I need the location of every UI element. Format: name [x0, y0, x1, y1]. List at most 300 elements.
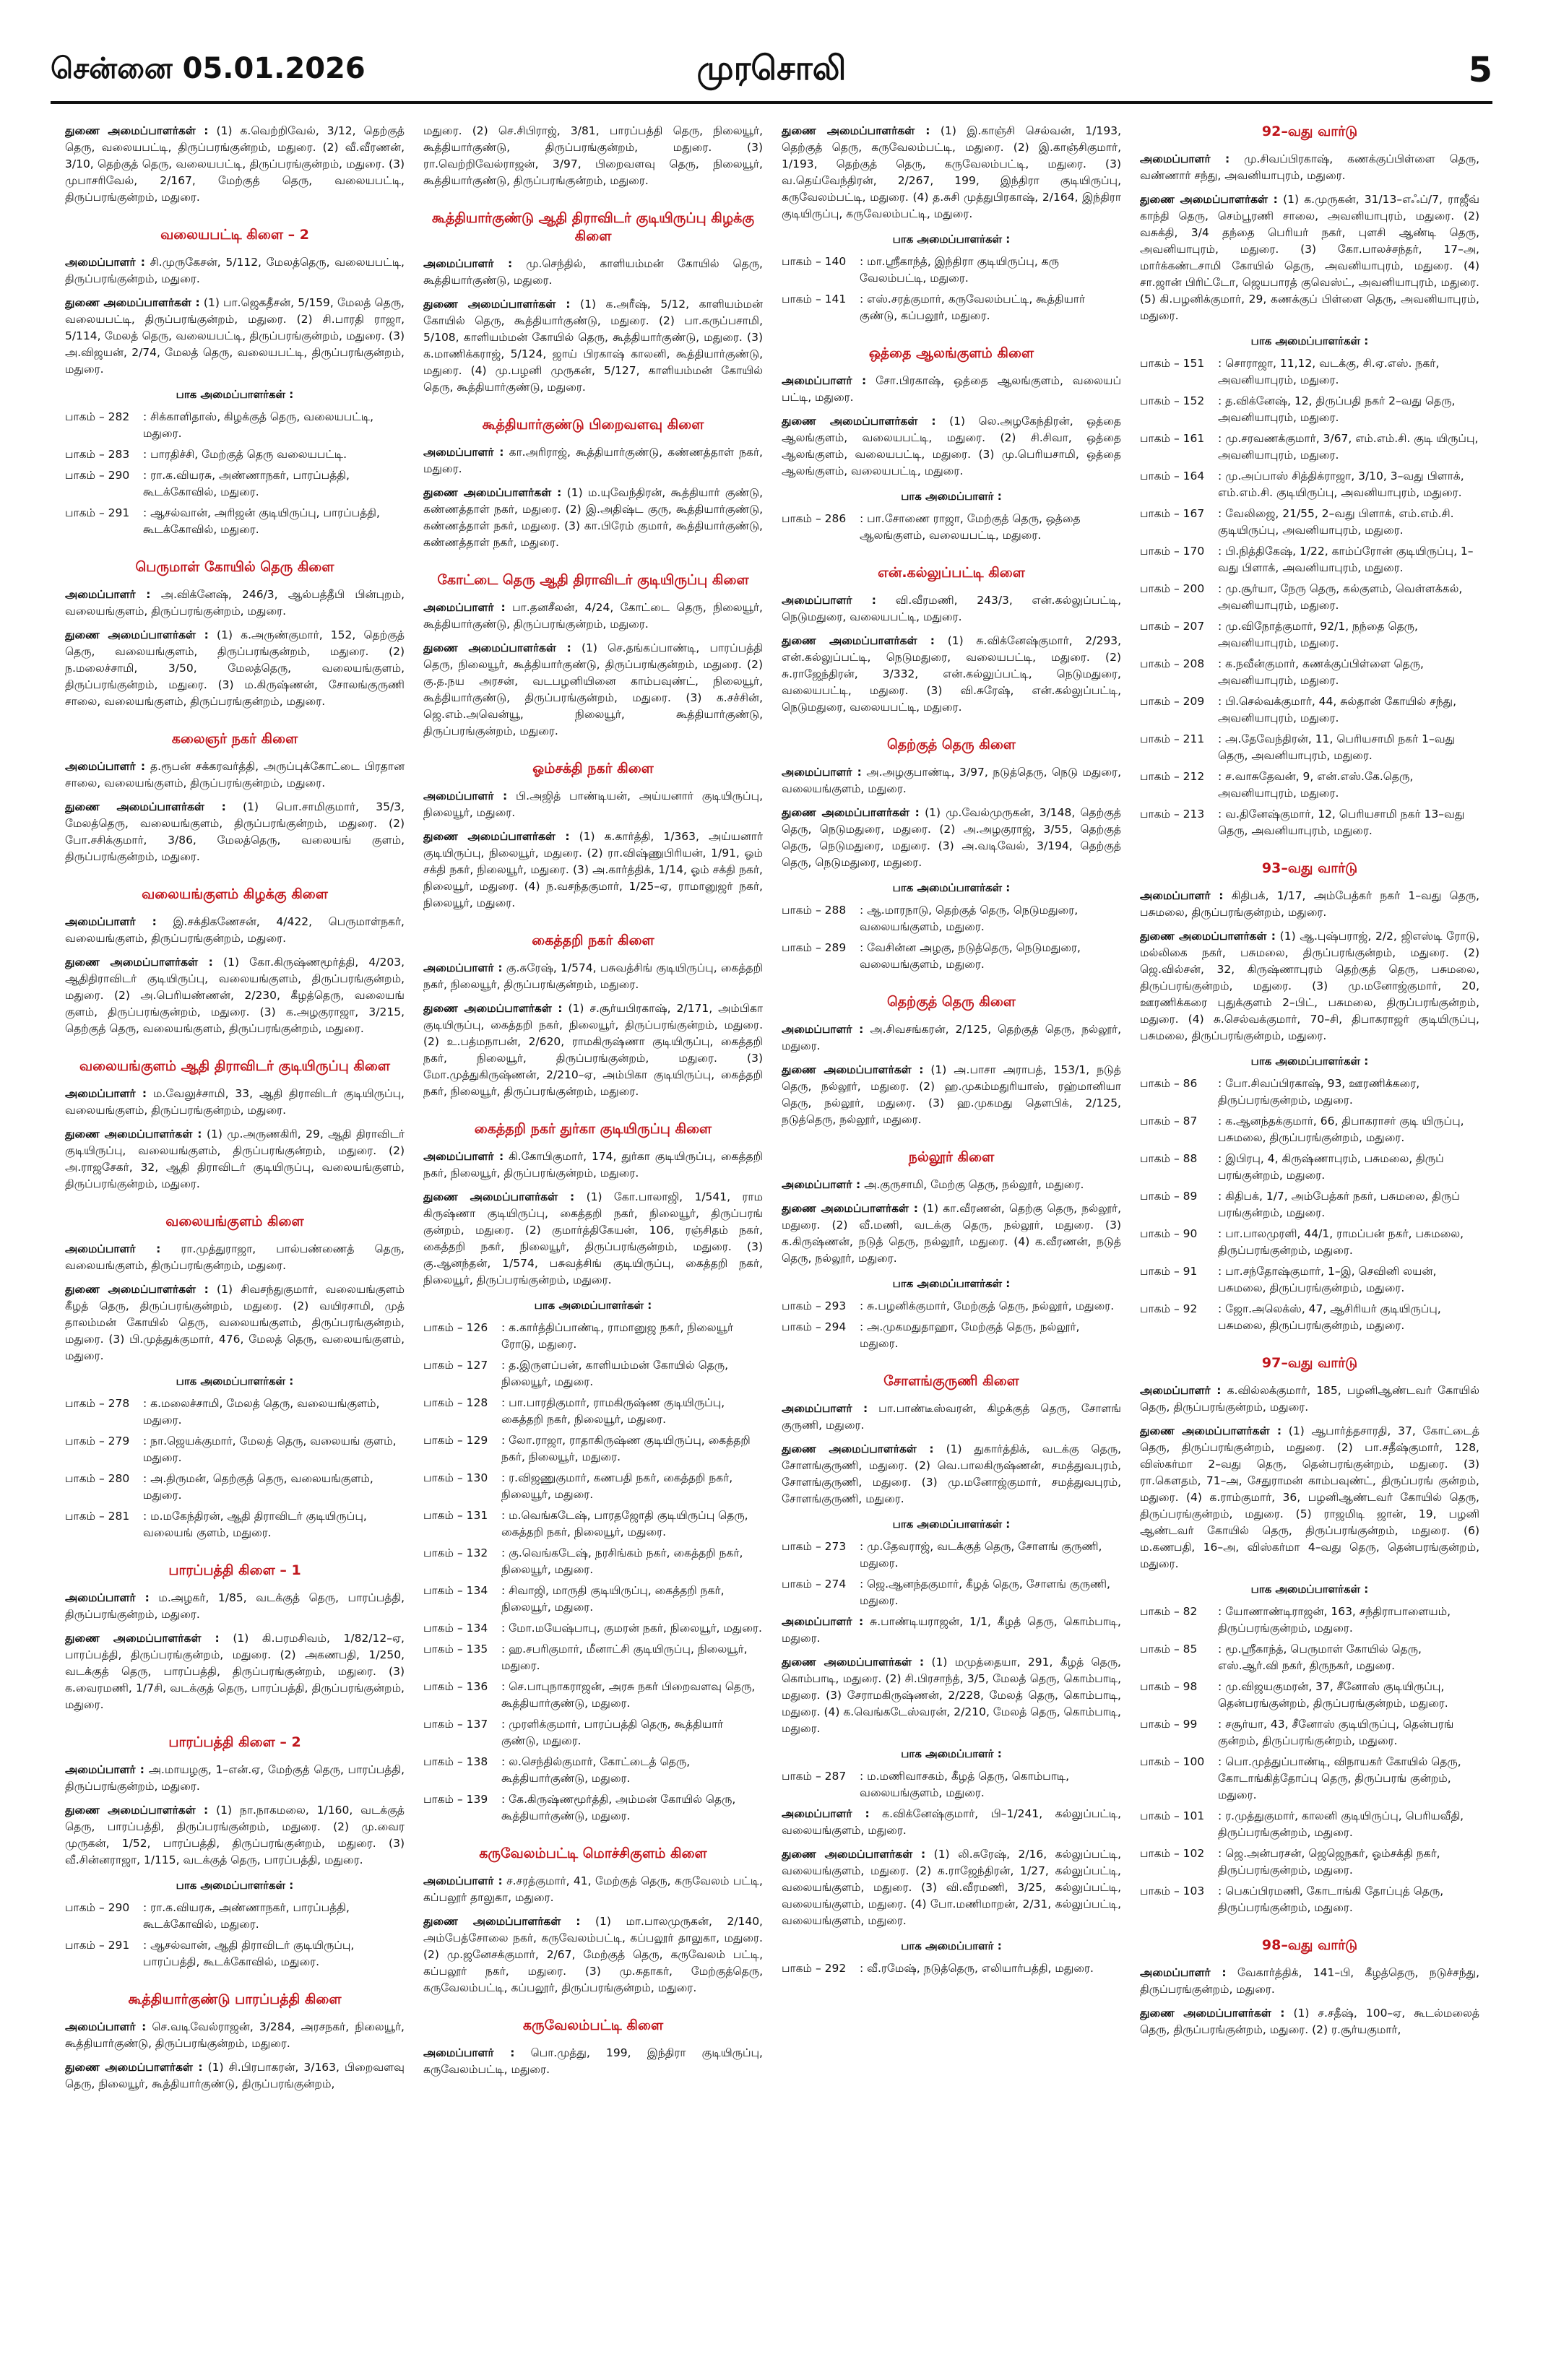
- sub-heading: பாக அமைப்பாளர்கள் :: [1250, 334, 1369, 347]
- member-entry: [65, 123, 405, 206]
- member-details: சி.முருகேசன், 5/112, மேலத்தெரு, வலையபட்டி, திருப்பரங்குன்றம், மதுரை.: [65, 256, 405, 285]
- member-entry: [782, 764, 1121, 797]
- booth-number: பாகம் – 292: [782, 1962, 847, 1975]
- member-details: (1) க.வெற்றிவேல், 3/12, தெற்குத் தெரு, வலையபட்டி, திருப்பரங்குன்றம், மதுரை. (2) வீ.வீரணன், 3/10, தெற்குத் தெரு, வலையபட்டி, திருப்பரங்குன்றம், மதுரை. (3) முபாசரிவேல், 2/167, மேற்குத் தெரு, வலையபட்டி, திருப்பரங்குன்றம், மதுரை.: [65, 124, 405, 204]
- member-entry: [423, 296, 763, 396]
- booth-number: பாகம் – 89: [1140, 1190, 1198, 1203]
- member-entry: [65, 799, 405, 865]
- booth-number: பாகம் – 212: [1140, 770, 1205, 783]
- branch-heading: கூத்தியார்குண்டு பிறைவளவு கிளை: [482, 417, 704, 433]
- dateline: சென்னை 05.01.2026: [51, 51, 366, 85]
- role-label: துணை அமைப்பாளர்கள் :: [1140, 193, 1278, 206]
- booth-entry: [1140, 1263, 1479, 1297]
- booth-entry: [65, 1937, 405, 1970]
- booth-number: பாகம் – 294: [782, 1320, 847, 1333]
- booth-number: பாகம் – 291: [65, 506, 130, 519]
- booth-number: பாகம் – 99: [1140, 1718, 1198, 1731]
- member-entry: [65, 1281, 405, 1364]
- booth-organiser: : த.இருளப்பன், காளியம்மன் கோயில் தெரு, நிலையூர், மதுரை.: [501, 1359, 729, 1388]
- booth-organiser: : ஜோ.அலெக்ஸ், 47, ஆசிரியர் குடியிருப்பு, பசுமலை, திருப்பரங்குன்றம், மதுரை.: [1218, 1302, 1441, 1332]
- member-details: ச.சரத்குமார், 41, மேற்குத் தெரு, கருவேலம் பட்டி, கப்பலூர் தாலுகா, மதுரை.: [423, 1874, 763, 1904]
- member-entry: [65, 254, 405, 287]
- member-entry: [65, 2059, 405, 2093]
- branch-heading: தெற்குத் தெரு கிளை: [887, 737, 1016, 753]
- booth-number: பாகம் – 103: [1140, 1884, 1205, 1897]
- booth-organiser: : மு.சரவணக்குமார், 3/67, எம்.எம்.சி. குடி யிருப்பு, அவனியாபுரம், மதுரை.: [1218, 432, 1479, 462]
- booth-entry: [423, 1620, 763, 1637]
- role-label: அமைப்பாளர் :: [782, 1178, 861, 1191]
- booth-entry: [1140, 1113, 1479, 1146]
- booth-number: பாகம் – 152: [1140, 394, 1205, 407]
- member-entry: [782, 1021, 1121, 1055]
- booth-organiser: : த.விக்னேஷ், 12, திருப்பதி நகர் 2–வது தெரு, அவனியாபுரம், மதுரை.: [1218, 394, 1456, 424]
- member-entry: [65, 1802, 405, 1869]
- member-details: (1) கோ.பாலாஜி, 1/541, ராம கிருஷ்ணா குடியிருப்பு, கைத்தறி நகர், நிலையூர், திருப்பரங் குன்றம், மதுரை. (2) குமார்த்திகேயன், 106, ரஞ்சிதம் நகர், கைத்தறி நகர், நிலையூர், திருப்பரங்குன்றம், மதுரை. (3) கு.ஆனந்தன், 1/574, பசுவத்சிங் குடியிருப்பு, கைத்தறி நகர், நிலையூர், திருப்பரங்குன்றம், மதுரை.: [423, 1190, 763, 1286]
- member-entry: [782, 373, 1121, 406]
- booth-number: பாகம் – 280: [65, 1472, 130, 1485]
- booth-organiser: : மூ.ஸ்ரீகாந்த், பெருமாள் கோயில் தெரு, எஸ்.ஆர்.வி நகர், திருநகர், மதுரை.: [1218, 1643, 1422, 1672]
- booth-number: பாகம் – 130: [423, 1471, 488, 1484]
- booth-entry: [65, 1433, 405, 1466]
- branch-heading: கூத்தியார்குண்டு ஆதி திராவிடர் குடியிருப்பு கிழக்கு கிளை: [431, 210, 755, 244]
- booth-number: பாகம் – 134: [423, 1622, 488, 1635]
- booth-entry: [1140, 806, 1479, 839]
- role-label: அமைப்பாளர் :: [1140, 1384, 1222, 1397]
- booth-number: பாகம் – 132: [423, 1546, 488, 1559]
- booth-organiser: : வேலிஜை, 21/55, 2–வது பிளாக், எம்.எம்.சி. குடியிருப்பு, அவனியாபுரம், மதுரை.: [1218, 507, 1454, 537]
- branch-heading: 97–வது வார்டு: [1261, 1355, 1358, 1371]
- member-entry: [65, 758, 405, 792]
- booth-organiser: : பெகப்பிரமணி, கோடாங்கி தோப்புத் தெரு, திருப்பரங்குன்றம், மதுரை.: [1218, 1884, 1444, 1914]
- member-entry: [782, 1846, 1121, 1929]
- booth-entry: [423, 1716, 763, 1749]
- booth-number: பாகம் – 289: [782, 941, 847, 954]
- member-entry: [423, 960, 763, 993]
- booth-entry: [782, 902, 1121, 935]
- role-label: அமைப்பாளர் :: [65, 760, 146, 773]
- booth-entry: [423, 1432, 763, 1466]
- booth-entry: [782, 1539, 1121, 1572]
- booth-organiser: : ஹ.சபரிகுமார், மீனாட்சி குடியிருப்பு, நிலையூர், மதுரை.: [501, 1643, 748, 1672]
- booth-organiser: : எஸ்.சரத்குமார், கருவேலம்பட்டி, கூத்தியார் குண்டு, கப்பலூர், மதுரை.: [860, 293, 1086, 322]
- booth-organiser: : மோ.மயேஷ்பாபு, குமரன் நகர், நிலையூர், மதுரை.: [501, 1622, 762, 1635]
- member-entry: [1140, 2005, 1479, 2038]
- branch-heading: வலையபட்டி கிளை – 2: [160, 227, 309, 243]
- member-details: (1) க.அரீஷ், 5/12, காளியம்மன் கோயில் தெரு, கூத்தியார்குண்டு, மதுரை. (2) பா.கருப்பசாமி, 5/108, காளியம்மன் கோயில் தெரு, கூத்தியார்குண்டு, மதுரை. (3) க.மாணிக்கராஜ், 5/124, ஜாய் பிரகாஷ் காலனி, கூத்தியார்குண்டு, மதுரை. (4) மு.பழனி முருகன், 5/127, காளியம்மன் கோயில் தெரு, கூத்தியார்குண்டு, மதுரை.: [423, 298, 763, 394]
- sub-heading: பாக அமைப்பாளர்கள் :: [892, 1277, 1011, 1290]
- sub-heading: பாக அமைப்பாளர்கள் :: [534, 1299, 652, 1312]
- branch-heading: வலையங்குளம் கிழக்கு கிளை: [142, 886, 328, 902]
- booth-entry: [423, 1507, 763, 1541]
- booth-organiser: : முரளிக்குமார், பாரப்பத்தி தெரு, கூத்தியார் குண்டு, மதுரை.: [501, 1718, 724, 1747]
- member-entry: [423, 485, 763, 551]
- booth-number: பாகம் – 278: [65, 1397, 130, 1410]
- booth-organiser: : பி.செல்வக்குமார், 44, சுல்தான் கோயில் சந்து, அவனியாபுரம், மதுரை.: [1218, 695, 1457, 724]
- member-details: சோ.பிரகாஷ், ஒத்தை ஆலங்குளம், வலையப் பட்டி, மதுரை.: [782, 374, 1121, 404]
- member-details: மு.சிவப்பிரகாஷ், கணக்குப்பிள்ளை தெரு, வண்ணார் சந்து, அவனியாபுரம், மதுரை.: [1140, 152, 1479, 182]
- role-label: அமைப்பாளர் :: [1140, 889, 1224, 902]
- member-details: கிதிபக், 1/17, அம்பேத்கர் நகர் 1–வது தெரு, பசுமலை, திருப்பரங்குன்றம், மதுரை.: [1140, 889, 1479, 919]
- booth-entry: [1140, 1641, 1479, 1674]
- role-label: துணை அமைப்பாளர்கள் :: [782, 1442, 934, 1455]
- member-entry: [65, 2019, 405, 2052]
- member-entry: [1140, 191, 1479, 324]
- member-entry: [782, 1177, 1121, 1193]
- role-label: துணை அமைப்பாளர்கள் :: [1140, 930, 1276, 943]
- booth-entry: [1140, 1679, 1479, 1712]
- booth-entry: [782, 254, 1121, 287]
- booth-entry: [1140, 1883, 1479, 1916]
- member-entry: [782, 633, 1121, 716]
- member-details: (1) ம.யுவேந்திரன், கூத்தியார் குண்டு, கண்ணத்தாள் நகர், மதுரை. (2) இ.அதிஷ்ட குரு, கூத்தியார்குண்டு, கண்ணத்தாள் நகர், மதுரை. (3) கா.பிரேம் குமார், கூத்தியார்குண்டு, கண்ணத்தாள் நகர், மதுரை.: [423, 486, 763, 549]
- booth-organiser: : ம.மகேந்திரன், ஆதி திராவிடர் குடியிருப்பு, வலையங் குளம், மதுரை.: [143, 1510, 367, 1539]
- booth-entry: [782, 940, 1121, 973]
- booth-number: பாகம் – 274: [782, 1578, 847, 1591]
- booth-entry: [65, 446, 405, 463]
- booth-organiser: : மு.விநோத்குமார், 92/1, நந்தை தெரு, அவனியாபுரம், மதுரை.: [1218, 620, 1418, 649]
- booth-organiser: : ரா.க.வியரசு, அண்ணாநகர், பாரப்பத்தி, கூடக்கோவில், மதுரை.: [143, 469, 350, 498]
- member-details: த.ரூபன் சக்கரவர்த்தி, அருப்புக்கோட்டை பிரதான சாலை, வலையங்குளம், திருப்பரங்குன்றம், மதுரை.: [65, 760, 405, 789]
- member-details: (1) ச.சூர்யபிரகாஷ், 2/171, அம்பிகா குடியிருப்பு, கைத்தறி நகர், நிலையூர், திருப்பரங்குன்றம், மதுரை. (2) உ.பத்மநாபன், 2/620, ராமகிருஷ்ணா குடியிருப்பு, கைத்தறி நகர், நிலையூர், திருப்பரங்குன்றம், மதுரை. (3) மோ.முத்துகிருஷ்ணன், 2/210–ஏ, அம்பிகா குடியிருப்பு, கைத்தறி நகர், நிலையூர், திருப்பரங்குன்றம், மதுரை.: [423, 1002, 763, 1098]
- booth-entry: [423, 1641, 763, 1674]
- booth-entry: [782, 1576, 1121, 1609]
- booth-organiser: : பாரதிச்சி, மேற்குத் தெரு வலையபட்டி.: [143, 448, 347, 461]
- member-details: அ.சிவசங்கரன், 2/125, தெற்குத் தெரு, நல்லூர், மதுரை.: [782, 1023, 1121, 1052]
- booth-organiser: : மு.தேவராஜ், வடக்குத் தெரு, சோளங் குருணி, மதுரை.: [860, 1540, 1102, 1570]
- booth-entry: [1140, 430, 1479, 464]
- member-entry: [782, 592, 1121, 626]
- role-label: துணை அமைப்பாளர்கள் :: [782, 415, 936, 428]
- booth-number: பாகம் – 135: [423, 1643, 488, 1656]
- member-details: (1) ஆபார்த்தசாரதி, 37, கோட்டைத் தெரு, திருப்பரங்குன்றம், மதுரை. (2) பா.சதீஷ்குமார், 128, விஸ்கர்மா 2–வது தெரு, தென்பரங்குன்றம், மதுரை. (3) ரா.கௌதம், 71–அ, சேதுராமன் காம்பவுண்ட், திருப்பரங் குன்றம், மதுரை. (4) க.ராம்குமார், 36, பழனிஆண்டவர் கோயில் தெரு, திருப்பரங்குன்றம், மதுரை. (5) ராஜமிடி ஜான், 19, பழனி ஆண்டவர் கோயில் தெரு, திருப்பரங்குன்றம், மதுரை. (6) ம.கணபதி, 16–அ, விஸ்கர்மா 4–வது தெரு, தென்பரங்குன்றம், மதுரை.: [1140, 1424, 1479, 1570]
- member-details: அ.குருசாமி, மேற்கு தெரு, நல்லூர், மதுரை.: [864, 1178, 1084, 1191]
- member-entry: [65, 1762, 405, 1795]
- role-label: துணை அமைப்பாளர்கள் :: [782, 1202, 918, 1215]
- member-entry: [782, 1806, 1121, 1839]
- member-details: மு.செந்தில், காளியம்மன் கோயில் தெரு, கூத்தியார்குண்டு, மதுரை.: [423, 257, 763, 287]
- booth-organiser: : செ.பாபுநாகராஜன், அரசு நகர் பிறைவளவு தெரு, கூத்தியார்குண்டு, மதுரை.: [501, 1680, 756, 1710]
- role-label: துணை அமைப்பாளர்கள் :: [1140, 1424, 1282, 1437]
- column-2: [423, 123, 763, 2362]
- booth-organiser: : ல.செந்தில்குமார், கோட்டைத் தெரு, கூத்தியார்குண்டு, மதுரை.: [501, 1755, 691, 1785]
- member-entry: [782, 805, 1121, 871]
- booth-number: பாகம் – 273: [782, 1540, 847, 1553]
- role-label: துணை அமைப்பாளர்கள் :: [782, 1656, 925, 1669]
- booth-organiser: : பா.சோணை ராஜா, மேற்குத் தெரு, ஒத்தை ஆலங்குளம், வலையபட்டி, மதுரை.: [860, 512, 1081, 542]
- booth-organiser: : பி.நித்திகேஷ், 1/22, காம்ப்ரோன் குடியிருப்பு, 1–வது பிளாக், அவனியாபுரம், மதுரை.: [1218, 545, 1474, 574]
- booth-organiser: : மு.சூர்யா, நேரு தெரு, கல்குளம், வெள்ளக்கல், அவனியாபுரம், மதுரை.: [1218, 582, 1463, 612]
- sub-heading: பாக அமைப்பாளர்கள் :: [1250, 1055, 1369, 1068]
- booth-organiser: : சொராஜா, 11,12, வடக்கு, சி.ஏ.எஸ். நகர், அவனியாபுரம், மதுரை.: [1218, 357, 1440, 386]
- booth-organiser: : பா.சந்தோஷ்குமார், 1–இ, செவினி லயன், பசுமலை, திருப்பரங்குன்றம், மதுரை.: [1218, 1265, 1437, 1294]
- member-details: (1) க.அருண்குமார், 152, தெற்குத் தெரு, வலையங்குளம், திருப்பரங்குன்றம், மதுரை. (2) ந.மலைச்சாமி, 3/50, மேலத்தெரு, வலையங்குளம், திருப்பரங்குன்றம், மதுரை. (3) ம.கிருஷ்ணன், சோலங்குருணி சாலை, வலையங்குளம், திருப்பரங்குன்றம், மதுரை.: [65, 628, 405, 708]
- booth-entry: [782, 1768, 1121, 1801]
- booth-number: பாகம் – 98: [1140, 1680, 1198, 1693]
- branch-heading: கலைஞர் நகர் கிளை: [171, 731, 298, 747]
- member-details: (1) நா.நாகமலை, 1/160, வடக்குத் தெரு, பாரப்பத்தி, திருப்பரங்குன்றம், மதுரை. (2) மு.வைர முருகன், 1/52, பாரப்பத்தி, திருப்பரங்குன்றம், மதுரை. (3) வீ.சின்னராஜா, 1/115, வடக்குத் தெரு, பாரப்பத்தி, மதுரை.: [65, 1804, 405, 1866]
- member-entry: [782, 1441, 1121, 1507]
- booth-number: பாகம் – 288: [782, 904, 847, 917]
- role-label: துணை அமைப்பாளர்கள் :: [65, 1632, 220, 1645]
- member-details: பொ.முத்து, 199, இந்திரா குடியிருப்பு, கருவேலம்பட்டி, மதுரை.: [423, 2046, 763, 2076]
- role-label: அமைப்பாளர் :: [65, 1087, 147, 1100]
- role-label: அமைப்பாளர் :: [65, 1763, 144, 1776]
- member-entry: [782, 413, 1121, 480]
- branch-heading: கருவேலம்பட்டி கிளை: [522, 2017, 664, 2033]
- role-label: அமைப்பாளர் :: [782, 594, 876, 607]
- booth-organiser: : மு.அப்பாஸ் சித்திக்ராஜா, 3/10, 3–வது பிளாக், எம்.எம்.சி. குடியிருப்பு, அவனியாபுரம், மதுரை.: [1218, 469, 1464, 499]
- booth-number: பாகம் – 161: [1140, 432, 1205, 445]
- booth-organiser: : ரா.க.வியரசு, அண்ணாநகர், பாரப்பத்தி, கூடக்கோவில், மதுரை.: [143, 1901, 350, 1931]
- booth-number: பாகம் – 283: [65, 448, 130, 461]
- booth-number: பாகம் – 139: [423, 1793, 488, 1806]
- booth-organiser: : ச.வாசுதேவன், 9, என்.எஸ்.கே.தெரு, அவனியாபுரம், மதுரை.: [1218, 770, 1414, 800]
- member-details: (1) பொ.சாமிகுமார், 35/3, மேலத்தெரு, வலையங்குளம், திருப்பரங்குன்றம், மதுரை. (2) போ.சசிக்குமார், 3/86, மேலத்தெரு, வலையங் குளம், திருப்பரங்குன்றம், மதுரை.: [65, 800, 405, 863]
- booth-organiser: : ர.முத்துகுமார், காலனி குடியிருப்பு, பெரியவீதி, திருப்பரங்குன்றம், மதுரை.: [1218, 1809, 1464, 1839]
- branch-heading: தெற்குத் தெரு கிளை: [887, 994, 1016, 1010]
- booth-entry: [65, 1395, 405, 1429]
- member-details: க.விக்னேஷ்குமார், பி–1/241, கல்லுப்பட்டி, வலையங்குளம், மதுரை.: [782, 1807, 1121, 1837]
- booth-number: பாகம் – 138: [423, 1755, 488, 1768]
- column-1: [65, 123, 405, 2362]
- member-details: (1) லெ.அழகேந்திரன், ஒத்தை ஆலங்குளம், வலையபட்டி, மதுரை. (2) சி.சிவா, ஒத்தை ஆலங்குளம், வலையபட்டி, மதுரை. (3) மு.பெரியசாமி, ஒத்தை ஆலங்குளம், வலையபட்டி, மதுரை.: [782, 415, 1121, 477]
- booth-entry: [423, 1470, 763, 1503]
- booth-organiser: : வேசின்ன அழகு, நடுத்தெரு, நெடுமதுரை, வலையங்குளம், மதுரை.: [860, 941, 1081, 971]
- booth-organiser: : ர.விஜணுகுமார், கணபதி நகர், கைத்தறி நகர், நிலையூர், மதுரை.: [501, 1471, 733, 1501]
- booth-number: பாகம் – 291: [65, 1939, 130, 1952]
- role-label: அமைப்பாளர் :: [782, 1023, 864, 1036]
- booth-entry: [1140, 1754, 1479, 1804]
- role-label: துணை அமைப்பாளர்கள் :: [782, 806, 920, 819]
- booth-number: பாகம் – 207: [1140, 620, 1205, 633]
- booth-number: பாகம் – 282: [65, 410, 130, 423]
- role-label: துணை அமைப்பாளர்கள் :: [423, 830, 570, 843]
- member-entry: [65, 1630, 405, 1713]
- booth-entry: [423, 1545, 763, 1578]
- role-label: அமைப்பாளர் :: [423, 961, 503, 974]
- booth-organiser: : சிக்காளிதாஸ், கிழக்குத் தெரு, வலையபட்டி, மதுரை.: [143, 410, 374, 440]
- sub-heading: பாக அமைப்பாளர்கள் :: [176, 388, 294, 401]
- branch-heading: பாரப்பத்தி கிளை – 2: [168, 1734, 301, 1750]
- member-details: அ.விக்னேஷ், 246/3, ஆல்பத்தீபி பின்புறம், வலையங்குளம், திருப்பரங்குன்றம், மதுரை.: [65, 588, 405, 618]
- article-columns: [65, 123, 1481, 2362]
- booth-organiser: : சிவாஜி, மாருதி குடியிருப்பு, கைத்தறி நகர், நிலையூர், மதுரை.: [501, 1584, 725, 1614]
- member-details: (1) லி.சுரேஷ், 2/16, கல்லுப்பட்டி, வலையங்குளம், மதுரை. (2) க.ராஜேந்திரன், 1/27, கல்லுப்பட்டி, வலையங்குளம், மதுரை. (3) வி.வீரமணி, 3/25, கல்லுப்பட்டி, வலையங்குளம், மதுரை. (4) போ.மணிமாறன், 2/31, கல்லுப்பட்டி, வலையங்குளம், மதுரை.: [782, 1848, 1121, 1927]
- booth-number: பாகம் – 127: [423, 1359, 488, 1372]
- member-details: (1) செ.தங்கப்பாண்டி, பாரப்பத்தி தெரு, நிலையூர், கூத்தியார்குண்டு, திருப்பரங்குன்றம், மதுரை. (2) கு.த.நய அரசன், வடபழனியினை காம்பவுண்ட், நிலையூர், கூத்தியார்குண்டு, திருப்பரங்குன்றம், மதுரை. (3) க.சச்சின், ஜெ.எம்.அவென்யூ, நிலையூர், கூத்தியார்குண்டு, திருப்பரங்குன்றம், மதுரை.: [423, 641, 763, 737]
- booth-entry: [65, 1508, 405, 1541]
- booth-entry: [65, 409, 405, 442]
- booth-number: பாகம் – 91: [1140, 1265, 1198, 1278]
- member-details: (1) அ.பாசா அராபத், 153/1, நடுத் தெரு, நல்லூர், மதுரை. (2) ஹ.முகம்மதுரியாஸ், ரஹ்மானியா தெரு, நல்லூர், மதுரை. (3) ஹ.முகமது தௌபிக், 2/125, நடுத்தெரு, நல்லூர், மதுரை.: [782, 1063, 1121, 1126]
- member-entry: [65, 914, 405, 947]
- member-entry: [1140, 151, 1479, 184]
- member-details: அ.அழகுபாண்டி, 3/97, நடுத்தெரு, நெடு மதுரை, வலையங்குளம், மதுரை.: [782, 766, 1121, 795]
- sub-heading: பாக அமைப்பாளர்கள் :: [892, 1518, 1011, 1531]
- member-details: (1) ஆ.புஷ்பராஜ், 2/2, ஜிஎஸ்டி ரோடு, மல்லிகை நகர், பசுமலை, திருப்பரங்குன்றம், மதுரை. (2) ஜெ.வில்சன், 32, கிருஷ்ணாபுரம் தெற்குத் தெரு, பசுமலை, திருப்பரங்குன்றம், மதுரை. (3) மு.மனோஜ்குமார், 20, ஊரணிக்கரை புதுக்குளம் 2–பிட், பசுமலை, திருப்பரங்குன்றம், மதுரை. (4) சு.செல்வக்குமார், 70–சி, திபாகராஜர் குடியிருப்பு, பசுமலை, திருப்பரங்குன்றம், மதுரை.: [1140, 930, 1479, 1042]
- booth-entry: [1140, 468, 1479, 501]
- booth-number: பாகம் – 100: [1140, 1755, 1205, 1768]
- branch-heading: வலையங்குளம் ஆதி திராவிடர் குடியிருப்பு கிளை: [79, 1058, 391, 1074]
- booth-organiser: : கு.வெங்கடேஷ், நரசிங்கம் நகர், கைத்தறி நகர், நிலையூர், மதுரை.: [501, 1546, 743, 1576]
- member-details: சு.பாண்டியராஜன், 1/1, கீழத் தெரு, கொம்பாடி, மதுரை.: [782, 1615, 1121, 1645]
- booth-number: பாகம் – 141: [782, 293, 847, 306]
- role-label: அமைப்பாளர் :: [423, 446, 504, 459]
- booth-entry: [65, 467, 405, 501]
- booth-organiser: : வீ.ரமேஷ், நடுத்தெரு, எலியார்பத்தி, மதுரை.: [860, 1962, 1094, 1975]
- booth-organiser: : கே.கிருஷ்ணமூர்த்தி, அம்மன் கோயில் தெரு, கூத்தியார்குண்டு, மதுரை.: [501, 1793, 736, 1822]
- role-label: அமைப்பாளர் :: [1140, 152, 1230, 165]
- booth-organiser: : பா.பாலமுரளி, 44/1, ராமப்பன் நகர், பசுமலை, திருப்பரங்குன்றம், மதுரை.: [1218, 1227, 1464, 1257]
- booth-number: பாகம் – 126: [423, 1321, 488, 1334]
- branch-heading: கோட்டை தெரு ஆதி திராவிடர் குடியிருப்பு கிளை: [437, 572, 749, 588]
- member-entry: [423, 256, 763, 289]
- sub-heading: பாக அமைப்பாளர் :: [901, 490, 1002, 503]
- member-details: (1) க.கார்த்தி, 1/363, அய்யனார் குடியிருப்பு, நிலையூர், மதுரை. (2) ரா.விஷ்ணுபிரியன், 1/91, ஓம் சக்தி நகர், நிலையூர், மதுரை. (3) அ.கார்த்திக், 1/14, ஓம் சக்தி நகர், நிலையூர், மதுரை. (4) ந.வசந்தகுமார், 1/25–ஏ, ராமானுஜர் நகர், நிலையூர், மதுரை.: [423, 830, 763, 909]
- sub-heading: பாக அமைப்பாளர் :: [901, 1747, 1002, 1760]
- role-label: துணை அமைப்பாளர்கள் :: [423, 486, 562, 499]
- member-details: வி.வீரமணி, 243/3, என்.கல்லுப்பட்டி, நெடுமதுரை, வலையபட்டி, மதுரை.: [782, 594, 1121, 623]
- member-details: (1) மு.அருணகிரி, 29, ஆதி திராவிடர் குடியிருப்பு, வலையங்குளம், திருப்பரங்குன்றம், மதுரை. (2) அ.ராஜசேகர், 32, ஆதி திராவிடர் குடியிருப்பு, வலையங்குளம், திருப்பரங்குன்றம், மதுரை.: [65, 1128, 405, 1190]
- booth-entry: [1140, 581, 1479, 614]
- member-entry: [423, 1189, 763, 1289]
- role-label: துணை அமைப்பாளர்கள் :: [65, 628, 209, 641]
- booth-number: பாகம் – 102: [1140, 1847, 1205, 1860]
- booth-number: பாகம் – 136: [423, 1680, 488, 1693]
- booth-number: பாகம் – 170: [1140, 545, 1205, 558]
- booth-entry: [423, 1583, 763, 1616]
- member-entry: [65, 1241, 405, 1274]
- role-label: துணை அமைப்பாளர்கள் :: [782, 1848, 926, 1861]
- member-details: இ.சக்திகணேசன், 4/422, பெருமாள்நகர், வலையங்குளம், திருப்பரங்குன்றம், மதுரை.: [65, 915, 405, 945]
- role-label: துணை அமைப்பாளர்கள் :: [65, 2061, 203, 2074]
- booth-organiser: : க.மலைச்சாமி, மேலத் தெரு, வலையங்குளம், மதுரை.: [143, 1397, 380, 1427]
- booth-number: பாகம் – 213: [1140, 808, 1205, 821]
- branch-heading: கைத்தறி நகர் துர்கா குடியிருப்பு கிளை: [474, 1121, 712, 1137]
- role-label: துணை அமைப்பாளர்கள் :: [782, 1063, 924, 1076]
- booth-organiser: : க.ஆனந்தக்குமார், 66, திபாகராசர் குடி யிருப்பு, பசுமலை, திருப்பரங்குன்றம், மதுரை.: [1218, 1115, 1464, 1144]
- booth-entry: [1140, 543, 1479, 576]
- booth-entry: [1140, 1151, 1479, 1184]
- branch-heading: 98–வது வார்டு: [1261, 1937, 1358, 1953]
- role-label: அமைப்பாளர் :: [782, 1615, 864, 1628]
- booth-number: பாகம் – 85: [1140, 1643, 1198, 1656]
- booth-organiser: : ஜெ.ஆனந்தகுமார், கீழத் தெரு, சோளங் குருணி, மதுரை.: [860, 1578, 1110, 1607]
- booth-number: பாகம் – 290: [65, 1901, 130, 1914]
- member-details: கு.சுரேஷ், 1/574, பசுவத்சிங் குடியிருப்பு, கைத்தறி நகர், நிலையூர், திருப்பரங்குன்றம், மதுரை.: [423, 961, 763, 991]
- role-label: அமைப்பாளர் :: [65, 1591, 150, 1604]
- role-label: அமைப்பாளர் :: [782, 374, 867, 387]
- booth-number: பாகம் – 281: [65, 1510, 130, 1523]
- booth-organiser: : ம.மணிவாசகம், கீழத் தெரு, கொம்பாடி, வலையங்குளம், மதுரை.: [860, 1770, 1070, 1799]
- member-entry: [423, 1873, 763, 1906]
- role-label: அமைப்பாளர் :: [423, 1150, 504, 1163]
- booth-number: பாகம் – 86: [1140, 1077, 1198, 1090]
- booth-entry: [1140, 731, 1479, 764]
- branch-heading: பெருமாள் கோயில் தெரு கிளை: [135, 559, 334, 575]
- member-entry: [423, 828, 763, 912]
- role-label: அமைப்பாளர் :: [423, 1874, 503, 1887]
- role-label: துணை அமைப்பாளர்கள் :: [782, 124, 930, 137]
- member-entry: [423, 1000, 763, 1100]
- member-details: கி.கோபிகுமார், 174, துர்கா குடியிருப்பு, கைத்தறி நகர், நிலையூர், திருப்பரங்குன்றம், மதுரை.: [423, 1150, 763, 1180]
- member-entry: [782, 1401, 1121, 1434]
- booth-organiser: : சசூர்யா, 43, சீனோஸ் குடியிருப்பு, தென்பரங் குன்றம், திருப்பரங்குன்றம், மதுரை.: [1218, 1718, 1454, 1747]
- page-number: 5: [1468, 50, 1492, 90]
- role-label: துணை அமைப்பாளர்கள் :: [1140, 2007, 1285, 2020]
- column-4: [1140, 123, 1479, 2362]
- booth-entry: [1140, 693, 1479, 727]
- branch-heading: 92–வது வார்டு: [1261, 124, 1358, 139]
- role-label: அமைப்பாளர் :: [782, 766, 862, 779]
- booth-organiser: : பொ.முத்துப்பாண்டி, விநாயகர் கோயில் தெரு, கோடாங்கித்தோப்பு தெரு, திருப்பரங் குன்றம், மதுரை.: [1218, 1755, 1461, 1801]
- booth-entry: [65, 1900, 405, 1933]
- column-3: [782, 123, 1121, 2362]
- role-label: துணை அமைப்பாளர்கள் :: [65, 1804, 209, 1817]
- member-entry: [1140, 1423, 1479, 1572]
- role-label: அமைப்பாளர் :: [65, 1242, 161, 1255]
- member-details: (1) கி.பரமசிவம், 1/82/12–ஏ, பாரப்பத்தி, திருப்பரங்குன்றம், மதுரை. (2) அகணபதி, 1/250, வடக்குத் தெரு, பாரப்பத்தி, திருப்பரங்குன்றம், மதுரை. (3) க.வைரமணி, 1/7சி, வடக்குத் தெரு, பாரப்பத்தி, திருப்பரங்குன்றம், மதுரை.: [65, 1632, 405, 1711]
- booth-number: பாகம் – 82: [1140, 1605, 1198, 1618]
- member-entry: [1140, 928, 1479, 1044]
- role-label: அமைப்பாளர் :: [65, 2020, 147, 2033]
- booth-entry: [782, 1960, 1121, 1977]
- member-details: (1) துகார்த்திக், வடக்கு தெரு, சோளங்குருணி, மதுரை. (2) வெ.பாலகிருஷ்ணன், சமத்துவபுரம், சோளங்குருணி, மதுரை. (3) மு.மனோஜ்குமார், சமத்துவபுரம், சோளங்குருணி, மதுரை.: [782, 1442, 1121, 1505]
- member-details: (1) கா.வீரணன், தெற்கு தெரு, நல்லூர், மதுரை. (2) வீ.மணி, வடக்கு தெரு, நல்லூர், மதுரை. (3) க.கிருஷ்ணன், நடுத் தெரு, நல்லூர், மதுரை. (4) க.வீரணன், நடுத் தெரு, நல்லூர், மதுரை.: [782, 1202, 1121, 1265]
- booth-number: பாகம் – 293: [782, 1299, 847, 1312]
- booth-number: பாகம் – 131: [423, 1509, 488, 1522]
- booth-organiser: : போ.சிவப்பிரகாஷ், 93, ஊரணிக்கரை, திருப்பரங்குன்றம், மதுரை.: [1218, 1077, 1420, 1107]
- booth-entry: [1140, 1845, 1479, 1879]
- member-details: (1) கோ.கிருஷ்ணமூர்த்தி, 4/203, ஆதிதிராவிடர் குடியிருப்பு, வலையங்குளம், திருப்பரங்குன்றம், மதுரை. (2) அ.பெரியண்ணன், 2/230, கீழத்தெரு, வலையங் குளம், திருப்பரங்குன்றம், மதுரை. (3) க.அழகுராஜா, 3/215, தெற்குத் தெரு, வலையங்குளம், திருப்பரங்குன்றம், மதுரை.: [65, 956, 405, 1035]
- booth-organiser: : அ.திருமன், தெற்குத் தெரு, வலையங்குளம், மதுரை.: [143, 1472, 373, 1502]
- branch-heading: வலையங்குளம் கிளை: [165, 1213, 304, 1229]
- member-entry: [65, 587, 405, 620]
- booth-organiser: : மு.விஜயகுமரன், 37, சீனோஸ் குடியிருப்பு, தென்பரங்குன்றம், திருப்பரங்குன்றம், மதுரை.: [1218, 1680, 1448, 1710]
- member-entry: [65, 295, 405, 378]
- role-label: துணை அமைப்பாளர்கள் :: [65, 296, 200, 309]
- member-details: (1) க.முருகன், 31/13–எஃப்/7, ராஜீவ் காந்தி தெரு, செம்பூரணி சாலை, அவனியாபுரம், மதுரை. (2) வசுக்தி, 3/4 தந்தை பெரியர் நகர், புளசி ஆண்டி தெரு, அவனியாபுரம், மதுரை. (3) கோ.பாலச்சந்தர், 17–அ, மார்க்கண்டசாமி கோயில் தெரு, அவனியாபுரம், மதுரை. (4) சா.ஜான் பிரிட்டோ, ஜெயபாரத் குவெஸ்ட், அவனியாபுரம், மதுரை. (5) கி.பழனிக்குமார், 29, கணக்குப் பிள்ளை தெரு, அவனியாபுரம், மதுரை.: [1140, 193, 1479, 322]
- member-details: பா.பாண்டீஸ்வரன், கிழக்குத் தெரு, சோளங் குருணி, மதுரை.: [782, 1402, 1121, 1432]
- member-entry: [65, 1086, 405, 1119]
- booth-number: பாகம் – 286: [782, 512, 847, 525]
- booth-number: பாகம் – 151: [1140, 357, 1205, 370]
- branch-heading: கைத்தறி நகர் கிளை: [532, 932, 654, 948]
- member-details: பி.அஜித் பாண்டியன், அய்யனார் குடியிருப்பு, நிலையூர், மதுரை.: [423, 789, 763, 819]
- masthead: [51, 45, 1492, 95]
- member-entry: [65, 954, 405, 1037]
- role-label: அமைப்பாளர் :: [423, 257, 513, 270]
- member-details: ரா.முத்துராஜா, பால்பண்ணைத் தெரு, வலையங்குளம், திருப்பரங்குன்றம், மதுரை.: [65, 1242, 405, 1272]
- sub-heading: பாக அமைப்பாளர் :: [901, 1939, 1002, 1952]
- booth-organiser: : ஜெ.அன்பரசன், ஜெஜெநகர், ஓம்சக்தி நகர், திருப்பரங்குன்றம், மதுரை.: [1218, 1847, 1440, 1877]
- booth-entry: [1140, 393, 1479, 426]
- member-details: (1) ச.சதீஷ், 100–ஏ, கூடல்மலைத் தெரு, திருப்பரங்குன்றம், மதுரை. (2) ர.சூர்யகுமார்,: [1140, 2007, 1479, 2036]
- booth-entry: [782, 511, 1121, 544]
- member-entry: [65, 627, 405, 710]
- booth-entry: [1140, 355, 1479, 389]
- booth-entry: [1140, 1076, 1479, 1109]
- role-label: துணை அமைப்பாளர்கள் :: [65, 800, 226, 813]
- booth-entry: [782, 1298, 1121, 1315]
- member-details: (1) சு.விக்னேஷ்குமார், 2/293, என்.கல்லுப்பட்டி, நெடுமதுரை, வலையபட்டி, மதுரை. (2) சு.ராஜேந்திரன், 3/332, என்.கல்லுப்பட்டி, நெடுமதுரை, வலையபட்டி, மதுரை. (3) வி.சுரேஷ், என்.கல்லுப்பட்டி, நெடுமதுரை, வலையபட்டி, மதுரை.: [782, 634, 1121, 714]
- member-details: (1) இ.காஞ்சி செல்வன், 1/193, தெற்குத் தெரு, கருவேலம்பட்டி, மதுரை. (2) இ.காஞ்சிகுமார், 1/193, தெற்குத் தெரு, கருவேலம்பட்டி, மதுரை. (3) வ.தெய்வேந்திரன், 2/267, 199, இந்திரா குடியிருப்பு, கருவேலம்பட்டி, மதுரை. (4) த.சுசி முத்துபிரகாஷ், 2/164, இந்திரா குடியிருப்பு, கருவேலம்பட்டி, மதுரை.: [782, 124, 1121, 220]
- member-entry: [1140, 1965, 1479, 1998]
- branch-heading: நல்லூர் கிளை: [908, 1149, 995, 1165]
- booth-number: பாகம் – 101: [1140, 1809, 1205, 1822]
- branch-heading: சோளங்குருணி கிளை: [883, 1373, 1019, 1389]
- booth-entry: [65, 1471, 405, 1504]
